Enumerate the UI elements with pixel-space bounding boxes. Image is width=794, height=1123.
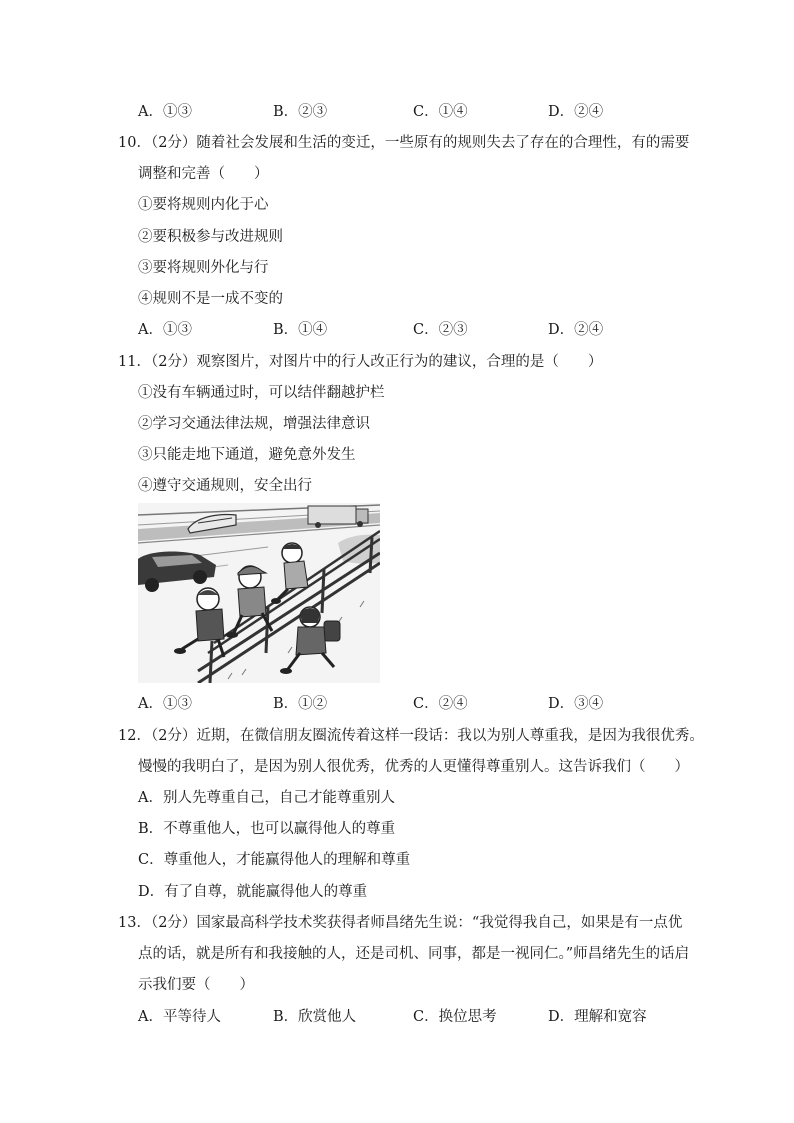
q11-item-3: ③只能走地下通道，避免意外发生: [138, 447, 356, 463]
pedestrians-climbing-guardrail-illustration: [138, 503, 380, 683]
q9-option-d: D．②④: [548, 104, 604, 120]
q11-stem-line1: 11．（2分）观察图片，对图片中的行人改正行为的建议，合理的是（ ）: [118, 354, 603, 370]
q9-option-a: A．①③: [138, 104, 192, 120]
q13-option-a: A．平等待人: [138, 1009, 221, 1025]
q13-stem-line3: 示我们要（ ）: [138, 977, 254, 993]
q12-choice-c: C．尊重他人，才能赢得他人的理解和尊重: [138, 852, 411, 868]
q10-item-3: ③要将规则外化与行: [138, 260, 269, 276]
q12-choice-d: D．有了自尊，就能赢得他人的尊重: [138, 884, 368, 900]
q13-stem-line2: 点的话，就是所有和我接触的人，还是司机、同事，都是一视同仁。”师昌绪先生的话启: [138, 946, 690, 962]
q9-option-b: B．②③: [273, 104, 328, 120]
q10-item-1: ①要将规则内化于心: [138, 197, 269, 213]
q11-item-4: ④遵守交通规则，安全出行: [138, 478, 312, 494]
q10-option-c: C．②③: [413, 322, 468, 338]
q10-option-a: A．①③: [138, 322, 192, 338]
q11-option-b: B．①②: [273, 696, 328, 712]
q10-stem-line2: 调整和完善（ ）: [138, 166, 269, 182]
q10-item-4: ④规则不是一成不变的: [138, 291, 283, 307]
q13-option-c: C．换位思考: [413, 1009, 497, 1025]
q12-stem-line1: 12．（2分）近期，在微信朋友圈流传着这样一段话：我以为别人尊重我，是因为我很优秀。: [118, 728, 704, 744]
q13-stem-line1: 13．（2分）国家最高科学技术奖获得者师昌绪先生说：“我觉得我自己，如果是有一点优: [118, 915, 683, 931]
q12-choice-b: B．不尊重他人，也可以赢得他人的尊重: [138, 821, 396, 837]
q10-option-b: B．①④: [273, 322, 328, 338]
q12-choice-a: A．别人先尊重自己，自己才能尊重别人: [138, 790, 395, 806]
q11-item-2: ②学习交通法律法规，增强法律意识: [138, 416, 370, 432]
q11-option-a: A．①③: [138, 696, 192, 712]
q10-item-2: ②要积极参与改进规则: [138, 229, 283, 245]
q10-option-d: D．②④: [548, 322, 604, 338]
q9-option-c: C．①④: [413, 104, 468, 120]
q12-stem-line2: 慢慢的我明白了，是因为别人很优秀，优秀的人更懂得尊重别人。这告诉我们（ ）: [138, 759, 689, 775]
q11-option-c: C．②④: [413, 696, 468, 712]
q13-option-b: B．欣赏他人: [273, 1009, 357, 1025]
q13-option-d: D．理解和宽容: [548, 1009, 647, 1025]
q10-stem-line1: 10．（2分）随着社会发展和生活的变迁，一些原有的规则失去了存在的合理性，有的需要: [118, 135, 690, 151]
q11-item-1: ①没有车辆通过时，可以结伴翻越护栏: [138, 385, 385, 401]
q11-option-d: D．③④: [548, 696, 604, 712]
